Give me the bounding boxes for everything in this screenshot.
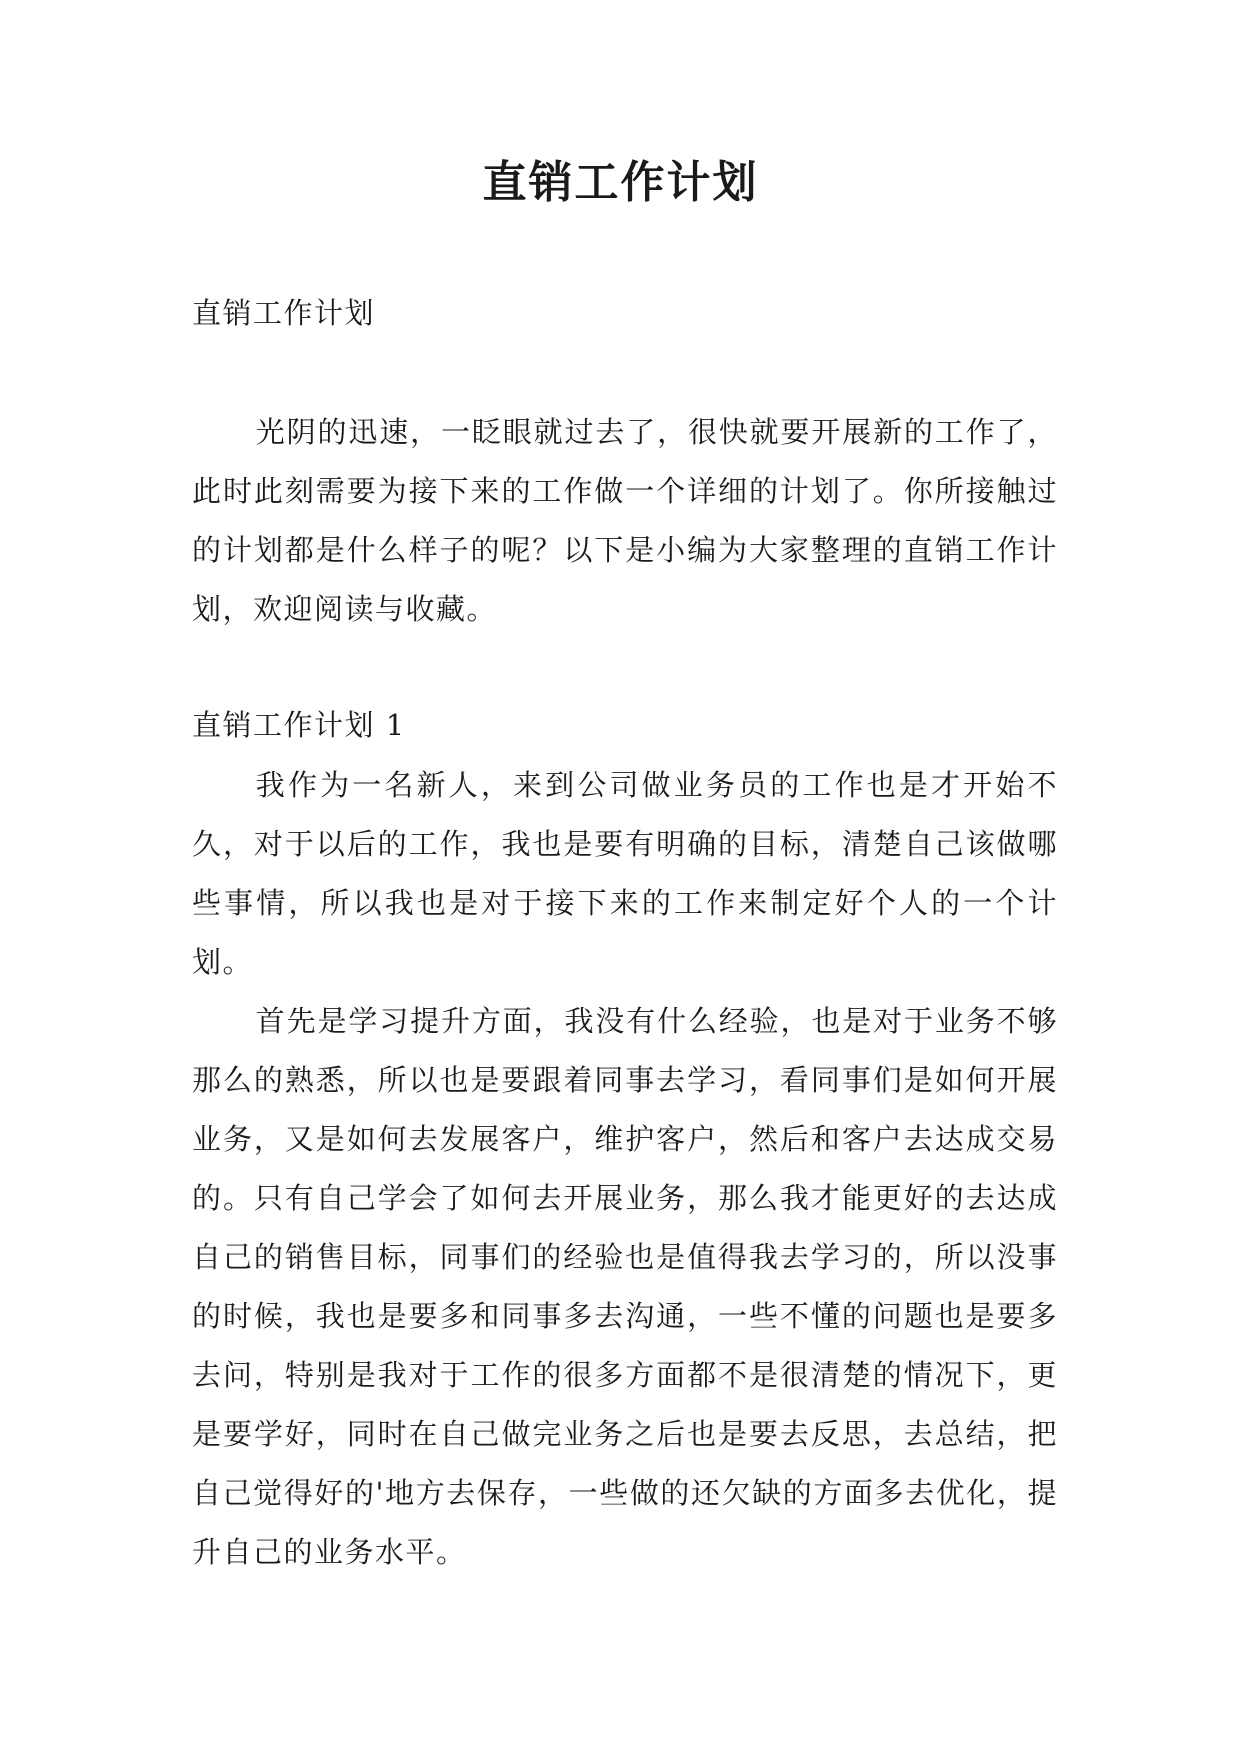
body-paragraph: 我作为一名新人，来到公司做业务员的工作也是才开始不久，对于以后的工作，我也是要有明确的目标，清楚自己该做哪些事情，所以我也是对于接下来的工作来制定好个人的一个计划。 [192, 768, 1058, 979]
document-subtitle: 直销工作计划 [192, 296, 376, 330]
body-paragraph: 首先是学习提升方面，我没有什么经验，也是对于业务不够那么的熟悉，所以也是要跟着同事去学习，看同事们是如何开展业务，又是如何去发展客户，维护客户，然后和客户去达成交易的。只有自己学会了如何去开展业务，那么我才能更好的去达成自己的销售目标，同事们的经验也是值得我去学习的，所以没事的时候，我也是要多和同事多去沟通，一些不懂的问题也是要多去问，特别是我对于工作的很多方面都不是很清楚的情况下，更是要学好，同时在自己做完业务之后也是要去反思，去总结，把自己觉得好的'地方去保存，一些做的还欠缺的方面多去优化，提升自己的业务水平。 [192, 1004, 1058, 1569]
page-title: 直销工作计划 [482, 157, 759, 208]
intro-paragraph: 光阴的迅速，一眨眼就过去了，很快就要开展新的工作了，此时此刻需要为接下来的工作做一个详细的计划了。你所接触过的计划都是什么样子的呢？以下是小编为大家整理的直销工作计划，欢迎阅读与收藏。 [192, 415, 1058, 626]
section-heading: 直销工作计划 1 [192, 708, 406, 742]
